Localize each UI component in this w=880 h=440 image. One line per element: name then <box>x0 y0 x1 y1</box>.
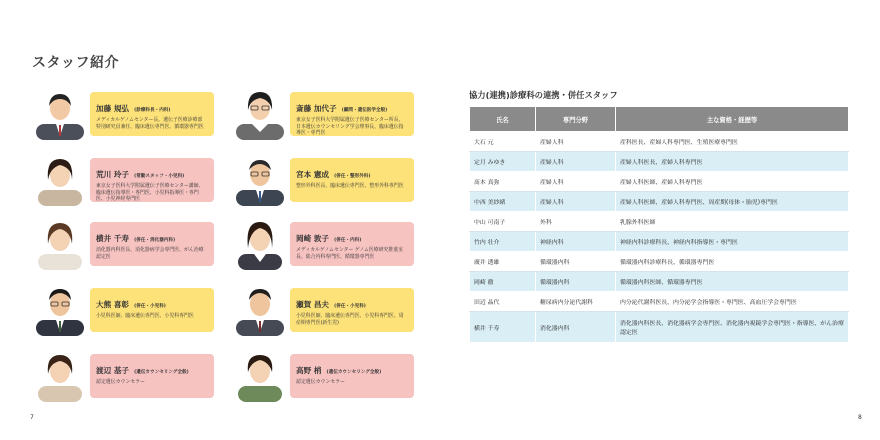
staff-card <box>232 84 422 138</box>
cell-specialty: 外科 <box>536 212 616 232</box>
cell-name: 竹内 壮介 <box>470 232 536 252</box>
staff-desc: メディカルゲノムセンター ゲノム医療研究推進室長、総合内科専門医、循環器専門医 <box>296 247 404 260</box>
staff-role: (併任・内科) <box>334 238 362 243</box>
staff-name: 斎藤 加代子 <box>296 104 337 113</box>
table-row <box>470 292 849 312</box>
staff-role: (遺伝カウンセリング全般) <box>326 370 382 375</box>
avatar <box>232 346 288 402</box>
cell-qualifications: 内分泌代謝科医長、内分泌学会指導医・専門医、高血圧学会専門医 <box>616 292 849 312</box>
cell-specialty: 産婦人科 <box>536 192 616 212</box>
cell-specialty: 産婦人科 <box>536 132 616 152</box>
cell-name: 中山 可南子 <box>470 212 536 232</box>
staff-role: (診療科長・内科) <box>134 108 171 113</box>
avatar <box>232 280 288 336</box>
cell-specialty: 神経内科 <box>536 232 616 252</box>
staff-desc: 小児科医師、臨床遺伝専門医、小児科専門医 <box>96 313 194 319</box>
cell-qualifications: 循環器内科診療科長、循環器専門医 <box>616 252 849 272</box>
cell-qualifications: 産婦人科医長、産婦人科専門医 <box>616 152 849 172</box>
cell-name: 横井 千寿 <box>470 312 536 343</box>
staff-desc: 東京女子医科大学附属遺伝子医療センター所長、日本遺伝カウンセリング学会理事長、臨床遺伝指導医・専門医 <box>296 117 404 136</box>
cell-qualifications: 神経内科診療科長、神経内科指導医・専門医 <box>616 232 849 252</box>
staff-card <box>232 214 422 268</box>
page-number: 7 <box>30 414 34 421</box>
staff-bubble <box>290 354 414 398</box>
staff-bubble <box>90 222 214 266</box>
cooperating-staff-table <box>469 106 849 343</box>
staff-desc: 認定遺伝カウンセラー <box>296 379 345 385</box>
staff-role: (遺伝カウンセリング全般) <box>134 370 189 375</box>
cell-qualifications: 産婦人科医師、産婦人科専門医 <box>616 172 849 192</box>
table-row <box>470 232 849 252</box>
table-row <box>470 132 849 152</box>
staff-name: 荒川 玲子 <box>96 170 130 179</box>
staff-bubble <box>90 92 214 136</box>
staff-role: (併任・消化器内科) <box>134 238 176 243</box>
staff-bubble <box>290 288 414 332</box>
cell-name: 中西 美紗緒 <box>470 192 536 212</box>
table-title: 協力(連携)診療科の連携・併任スタッフ <box>469 90 618 100</box>
header-qualifications: 主な資格・経歴等 <box>616 107 849 132</box>
header-name: 氏名 <box>470 107 536 132</box>
staff-card <box>32 346 222 400</box>
cell-specialty: 産婦人科 <box>536 152 616 172</box>
table-row <box>470 272 849 292</box>
cell-qualifications: 乳腺外科医師 <box>616 212 849 232</box>
cell-name: 岡崎 徹 <box>470 272 536 292</box>
table-row <box>470 212 849 232</box>
cell-qualifications: 循環器内科医師、循環器専門医 <box>616 272 849 292</box>
page-number: 8 <box>858 414 862 421</box>
avatar <box>232 84 288 140</box>
staff-name: 高野 梢 <box>296 366 322 375</box>
table-row <box>470 192 849 212</box>
cell-specialty: 糖尿病内分泌代謝科 <box>536 292 616 312</box>
staff-card <box>32 214 222 268</box>
cell-qualifications: 産科医長、産婦人科専門医、生殖医療専門医 <box>616 132 849 152</box>
staff-desc: 認定遺伝カウンセラー <box>96 379 145 385</box>
staff-name: 宮本 憲成 <box>296 170 330 179</box>
table-header-row <box>470 107 849 132</box>
staff-bubble <box>290 222 414 266</box>
staff-bubble <box>290 158 414 202</box>
cell-name: 廣井 透雄 <box>470 252 536 272</box>
staff-name: 横井 千寿 <box>96 234 130 243</box>
staff-bubble <box>90 354 214 398</box>
cell-specialty: 消化器内科 <box>536 312 616 343</box>
staff-desc: 消化器内科医長、消化器病学会専門医、がん治療認定医 <box>96 247 204 260</box>
staff-name: 渡辺 基子 <box>96 366 130 375</box>
cell-name: 定月 みゆき <box>470 152 536 172</box>
staff-card <box>32 150 222 204</box>
staff-card <box>232 150 422 204</box>
cell-name: 大石 元 <box>470 132 536 152</box>
section-title: スタッフ紹介 <box>32 55 119 71</box>
staff-name: 岡崎 敦子 <box>296 234 330 243</box>
cell-specialty: 循環器内科 <box>536 272 616 292</box>
avatar <box>32 150 88 206</box>
avatar <box>32 346 88 402</box>
cell-qualifications: 消化器内科医長、消化器病学会専門医、消化器内視鏡学会専門医・指導医、がん治療認定医 <box>616 312 849 343</box>
table-row <box>470 152 849 172</box>
table-row <box>470 252 849 272</box>
staff-role: (併任・小児科) <box>134 304 166 309</box>
table-row <box>470 312 849 343</box>
staff-role: (併任・小児科) <box>334 304 366 309</box>
staff-bubble <box>90 158 214 202</box>
cell-qualifications: 産婦人科医師、産婦人科専門医、周産期(母体・胎児)専門医 <box>616 192 849 212</box>
header-specialty: 専門分野 <box>536 107 616 132</box>
right-page <box>440 0 880 440</box>
staff-bubble <box>90 288 214 332</box>
avatar <box>32 84 88 140</box>
staff-bubble <box>290 92 414 136</box>
cell-specialty: 産婦人科 <box>536 172 616 192</box>
staff-name: 大熊 喜彰 <box>96 300 130 309</box>
staff-card <box>232 280 422 334</box>
staff-role: (顧問・遺伝医学全般) <box>341 108 388 113</box>
staff-desc: メディカルゲノムセンター長、遺伝子医療診療部 特別研究員兼任、臨床遺伝専門医、循環器専門医 <box>96 117 204 130</box>
table-row <box>470 172 849 192</box>
staff-role: (併任・整形外科) <box>334 174 371 179</box>
cell-name: 田辺 晶代 <box>470 292 536 312</box>
staff-card <box>232 346 422 400</box>
staff-card <box>32 280 222 334</box>
staff-desc: 小児科医師、臨床遺伝専門医、小児科専門医、周産期専門医(新生児) <box>296 313 404 326</box>
staff-name: 加藤 規弘 <box>96 104 130 113</box>
avatar <box>32 280 88 336</box>
cell-specialty: 循環器内科 <box>536 252 616 272</box>
avatar <box>232 150 288 206</box>
staff-desc: 整形外科医長、臨床遺伝専門医、整形外科専門医 <box>296 183 404 189</box>
staff-name: 瀬賀 昌夫 <box>296 300 330 309</box>
avatar <box>32 214 88 270</box>
cell-name: 髙本 真弥 <box>470 172 536 192</box>
staff-card <box>32 84 222 138</box>
staff-desc: 東京女子医科大学附属遺伝子医療センター講師、臨床遺伝指導医・専門医、小児科指導医・専門医、小児神経専門医 <box>96 183 204 202</box>
avatar <box>232 214 288 270</box>
staff-role: (常勤スタッフ・小児科) <box>134 174 185 179</box>
